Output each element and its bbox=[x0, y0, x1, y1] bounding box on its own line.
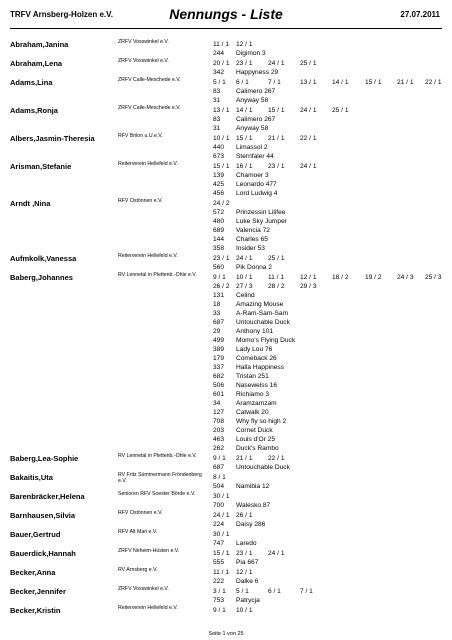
horse-number: 753 bbox=[213, 597, 225, 604]
participant-entry bbox=[0, 254, 452, 272]
horse-number: 682 bbox=[213, 373, 225, 380]
competition-entry: 24 / 1 bbox=[300, 163, 317, 170]
horse-number: 222 bbox=[213, 578, 225, 585]
horse-name: Untouchable Duck bbox=[236, 464, 290, 471]
horse-number: 708 bbox=[213, 418, 225, 425]
horse-number: 144 bbox=[213, 236, 225, 243]
horse-name: Celind bbox=[236, 292, 255, 299]
horse-name: Nasewelss 16 bbox=[236, 382, 278, 389]
result-row bbox=[0, 473, 452, 482]
competition-entry: 25 / 1 bbox=[300, 60, 317, 67]
horse-name: Sternfaler 44 bbox=[236, 153, 274, 160]
competition-entry: 23 / 1 bbox=[213, 255, 230, 262]
participant-name: Abraham,Lena bbox=[10, 59, 63, 68]
horse-number: 203 bbox=[213, 427, 225, 434]
competition-entry: 16 / 1 bbox=[236, 163, 253, 170]
competition-entry: 15 / 1 bbox=[213, 163, 230, 170]
competition-entry: 8 / 1 bbox=[213, 474, 226, 481]
horse-row bbox=[0, 520, 452, 529]
competition-entry: 13 / 1 bbox=[213, 107, 230, 114]
horse-name: Cornet Duck bbox=[236, 427, 273, 434]
horse-row bbox=[0, 115, 452, 124]
participant-name: Bauer,Gertrud bbox=[10, 530, 61, 539]
competition-entry: 3 / 1 bbox=[213, 588, 226, 595]
horse-name: Luke Sky Jumper bbox=[236, 218, 287, 225]
result-row bbox=[0, 199, 452, 208]
competition-entry: 22 / 1 bbox=[268, 455, 285, 462]
horse-name: Pik Donna 2 bbox=[236, 264, 272, 271]
competition-entry: 18 / 2 bbox=[332, 274, 349, 281]
horse-name: Laredo bbox=[236, 540, 257, 547]
horse-number: 560 bbox=[213, 264, 225, 271]
horse-name: Charles 65 bbox=[236, 236, 268, 243]
horse-number: 131 bbox=[213, 292, 225, 299]
horse-row bbox=[0, 372, 452, 381]
competition-entry: 25 / 3 bbox=[425, 274, 442, 281]
horse-name: Limassol 2 bbox=[236, 144, 268, 151]
horse-name: Prinzessin Lilifee bbox=[236, 209, 286, 216]
competition-entry: 22 / 1 bbox=[425, 79, 442, 86]
horse-row bbox=[0, 558, 452, 567]
participant-name: Bakaitis,Uta bbox=[10, 473, 53, 482]
horse-row bbox=[0, 226, 452, 235]
club-name: ZRFV Calle-Meschede e.V. bbox=[118, 77, 181, 83]
competition-entry: 27 / 3 bbox=[236, 283, 253, 290]
horse-row bbox=[0, 390, 452, 399]
competition-entry: 15 / 1 bbox=[213, 550, 230, 557]
participant-name: Arndt ,Nina bbox=[10, 199, 51, 208]
horse-number: 29 bbox=[213, 328, 221, 335]
competition-entry: 28 / 2 bbox=[268, 283, 285, 290]
horse-number: 555 bbox=[213, 559, 225, 566]
result-row bbox=[0, 282, 452, 291]
horse-name: Momo's Flying Duck bbox=[236, 337, 296, 344]
competition-entry: 23 / 1 bbox=[268, 163, 285, 170]
horse-number: 342 bbox=[213, 69, 225, 76]
participant-entry bbox=[0, 587, 452, 605]
horse-number: 504 bbox=[213, 483, 225, 490]
club-name: RV Arnsberg e.V. bbox=[118, 567, 158, 573]
horse-number: 179 bbox=[213, 355, 225, 362]
participant-name: Baberg,Johannes bbox=[10, 273, 73, 282]
competition-entry: 12 / 1 bbox=[300, 274, 317, 281]
horse-number: 31 bbox=[213, 125, 221, 132]
competition-entry: 9 / 1 bbox=[213, 607, 226, 614]
horse-row bbox=[0, 444, 452, 453]
horse-row bbox=[0, 435, 452, 444]
competition-entry: 24 / 1 bbox=[300, 107, 317, 114]
horse-number: 456 bbox=[213, 190, 225, 197]
horse-row bbox=[0, 235, 452, 244]
horse-row bbox=[0, 345, 452, 354]
club-name: ZRFV Vosswinkel e.V. bbox=[118, 58, 169, 64]
competition-entry: 25 / 1 bbox=[268, 255, 285, 262]
page-title: Nennungs - Liste bbox=[169, 6, 283, 22]
horse-row bbox=[0, 152, 452, 161]
horse-name: Halla Happiness bbox=[236, 364, 285, 371]
participant-entry bbox=[0, 134, 452, 161]
horse-row bbox=[0, 399, 452, 408]
horse-number: 224 bbox=[213, 521, 225, 528]
horse-number: 425 bbox=[213, 181, 225, 188]
club-name: ZRFV Neheim-Hüsten e.V. bbox=[118, 548, 180, 554]
horse-name: Anyway 58 bbox=[236, 125, 269, 132]
competition-entry: 30 / 1 bbox=[213, 531, 230, 538]
competition-entry: 14 / 1 bbox=[332, 79, 349, 86]
horse-number: 389 bbox=[213, 346, 225, 353]
club-name: RV Fritz Sümmermann Fröndenberg e.V. bbox=[118, 472, 202, 484]
horse-number: 440 bbox=[213, 144, 225, 151]
participant-entry bbox=[0, 106, 452, 133]
competition-entry: 10 / 1 bbox=[213, 135, 230, 142]
horse-name: Tristan 251 bbox=[236, 373, 269, 380]
club-name: ZRFV Vosswinkel e.V. bbox=[118, 586, 169, 592]
club-name: Senioren RFV Soester Börde e.V. bbox=[118, 491, 196, 497]
participant-name: Becker,Anna bbox=[10, 568, 56, 577]
club-name: RV Lennetal in Plettenb.-Ohle e.V. bbox=[118, 272, 197, 278]
horse-number: 337 bbox=[213, 364, 225, 371]
horse-row bbox=[0, 300, 452, 309]
result-row bbox=[0, 511, 452, 520]
competition-entry: 24 / 1 bbox=[236, 255, 253, 262]
horse-name: A-Ram-Sam-Sam bbox=[236, 310, 289, 317]
horse-number: 463 bbox=[213, 436, 225, 443]
horse-name: Amazing Mouse bbox=[236, 301, 284, 308]
competition-entry: 15 / 1 bbox=[236, 135, 253, 142]
horse-row bbox=[0, 408, 452, 417]
horse-row bbox=[0, 539, 452, 548]
horse-row bbox=[0, 291, 452, 300]
participant-entry bbox=[0, 59, 452, 77]
participant-name: Barnhausen,Silvia bbox=[10, 511, 76, 520]
horse-row bbox=[0, 180, 452, 189]
organization-name: TRFV Arnsberg-Holzen e.V. bbox=[10, 10, 113, 19]
horse-number: 358 bbox=[213, 245, 225, 252]
participant-entry bbox=[0, 549, 452, 567]
horse-name: Lady Lou 76 bbox=[236, 346, 273, 353]
participant-name: Bauerdick,Hannah bbox=[10, 549, 76, 558]
horse-number: 687 bbox=[213, 464, 225, 471]
competition-entry: 23 / 1 bbox=[236, 60, 253, 67]
horse-name: Valencia 72 bbox=[236, 227, 270, 234]
result-row bbox=[0, 492, 452, 501]
competition-entry: 9 / 1 bbox=[213, 455, 226, 462]
horse-name: Louis d'Or 25 bbox=[236, 436, 276, 443]
page-header bbox=[0, 0, 452, 34]
participant-entry bbox=[0, 568, 452, 586]
competition-entry: 25 / 1 bbox=[332, 107, 349, 114]
horse-name: Duck's Rambo bbox=[236, 445, 279, 452]
participant-name: Adams,Lina bbox=[10, 78, 53, 87]
horse-number: 747 bbox=[213, 540, 225, 547]
participant-name: Arisman,Stefanie bbox=[10, 162, 72, 171]
competition-entry: 26 / 2 bbox=[213, 283, 230, 290]
competition-entry: 15 / 1 bbox=[268, 107, 285, 114]
competition-entry: 9 / 1 bbox=[213, 274, 226, 281]
horse-row bbox=[0, 501, 452, 510]
horse-name: Daisy 286 bbox=[236, 521, 266, 528]
horse-name: Comeback 26 bbox=[236, 355, 277, 362]
club-name: RFV Ostönnen e.V. bbox=[118, 510, 163, 516]
participant-entry bbox=[0, 78, 452, 105]
horse-row bbox=[0, 363, 452, 372]
horse-name: Untouchable Duck bbox=[236, 319, 290, 326]
horse-row bbox=[0, 381, 452, 390]
competition-entry: 19 / 2 bbox=[365, 274, 382, 281]
horse-number: 33 bbox=[213, 310, 221, 317]
horse-name: Anthony 101 bbox=[236, 328, 274, 335]
competition-entry: 24 / 1 bbox=[268, 550, 285, 557]
horse-number: 480 bbox=[213, 218, 225, 225]
horse-number: 673 bbox=[213, 153, 225, 160]
result-row bbox=[0, 78, 452, 87]
participant-name: Becker,Jennifer bbox=[10, 587, 66, 596]
horse-name: Lord Ludwig 4 bbox=[236, 190, 278, 197]
horse-number: 689 bbox=[213, 227, 225, 234]
competition-entry: 23 / 1 bbox=[236, 550, 253, 557]
horse-name: Anyway 58 bbox=[236, 97, 269, 104]
result-row bbox=[0, 134, 452, 143]
participant-entry bbox=[0, 473, 452, 491]
horse-name: Calimero 267 bbox=[236, 116, 276, 123]
horse-name: Happyness 29 bbox=[236, 69, 279, 76]
horse-number: 262 bbox=[213, 445, 225, 452]
competition-entry: 29 / 3 bbox=[300, 283, 317, 290]
horse-number: 127 bbox=[213, 409, 225, 416]
header-divider bbox=[10, 28, 442, 29]
participant-entry bbox=[0, 492, 452, 510]
club-name: ZRFV Vosswinkel e.V. bbox=[118, 39, 169, 45]
club-name: Reiterverein Hellefeld e.V. bbox=[118, 605, 178, 611]
competition-entry: 24 / 2 bbox=[213, 200, 230, 207]
horse-row bbox=[0, 309, 452, 318]
competition-entry: 20 / 1 bbox=[213, 60, 230, 67]
horse-row bbox=[0, 208, 452, 217]
participant-entry bbox=[0, 511, 452, 529]
horse-number: 244 bbox=[213, 50, 225, 57]
competition-entry: 5 / 1 bbox=[213, 79, 226, 86]
horse-row bbox=[0, 463, 452, 472]
club-name: RFV Alt Mari e.V. bbox=[118, 529, 158, 535]
competition-entry: 13 / 1 bbox=[300, 79, 317, 86]
competition-entry: 5 / 1 bbox=[236, 588, 249, 595]
participant-name: Abraham,Janina bbox=[10, 40, 69, 49]
competition-entry: 6 / 1 bbox=[236, 79, 249, 86]
club-name: ZRFV Calle-Meschede e.V. bbox=[118, 105, 181, 111]
horse-row bbox=[0, 318, 452, 327]
participant-entry bbox=[0, 530, 452, 548]
horse-number: 499 bbox=[213, 337, 225, 344]
result-row bbox=[0, 549, 452, 558]
competition-entry: 24 / 1 bbox=[268, 60, 285, 67]
entry-list bbox=[0, 40, 452, 625]
participant-name: Adams,Ronja bbox=[10, 106, 58, 115]
competition-entry: 7 / 1 bbox=[300, 588, 313, 595]
horse-name: Namibia 12 bbox=[236, 483, 270, 490]
horse-row bbox=[0, 189, 452, 198]
horse-number: 83 bbox=[213, 88, 221, 95]
horse-row bbox=[0, 482, 452, 491]
horse-number: 18 bbox=[213, 301, 221, 308]
horse-name: Catwalk 20 bbox=[236, 409, 269, 416]
competition-entry: 11 / 1 bbox=[213, 41, 230, 48]
club-name: RFV Ostönnen e.V. bbox=[118, 198, 163, 204]
competition-entry: 12 / 1 bbox=[236, 569, 253, 576]
horse-number: 506 bbox=[213, 382, 225, 389]
horse-row bbox=[0, 171, 452, 180]
horse-row bbox=[0, 124, 452, 133]
horse-number: 34 bbox=[213, 400, 221, 407]
horse-name: Richiamo 3 bbox=[236, 391, 269, 398]
horse-row bbox=[0, 143, 452, 152]
horse-row bbox=[0, 426, 452, 435]
horse-name: Digimon 3 bbox=[236, 50, 266, 57]
result-row bbox=[0, 568, 452, 577]
competition-entry: 21 / 1 bbox=[236, 455, 253, 462]
result-row bbox=[0, 254, 452, 263]
horse-number: 83 bbox=[213, 116, 221, 123]
competition-entry: 11 / 1 bbox=[268, 274, 285, 281]
club-name: RV Lennetal in Plettenb.-Ohle e.V. bbox=[118, 453, 197, 459]
competition-entry: 12 / 1 bbox=[236, 41, 253, 48]
horse-number: 687 bbox=[213, 319, 225, 326]
competition-entry: 14 / 1 bbox=[236, 107, 253, 114]
competition-entry: 22 / 1 bbox=[300, 135, 317, 142]
horse-row bbox=[0, 96, 452, 105]
result-row bbox=[0, 162, 452, 171]
competition-entry: 26 / 1 bbox=[236, 512, 253, 519]
horse-row bbox=[0, 354, 452, 363]
club-name: Reiterverein Hellefeld e.V. bbox=[118, 253, 178, 259]
competition-entry: 21 / 1 bbox=[397, 79, 414, 86]
horse-row bbox=[0, 327, 452, 336]
horse-number: 700 bbox=[213, 502, 225, 509]
horse-row bbox=[0, 68, 452, 77]
horse-row bbox=[0, 49, 452, 58]
competition-entry: 30 / 1 bbox=[213, 493, 230, 500]
participant-entry bbox=[0, 199, 452, 253]
participant-entry bbox=[0, 454, 452, 472]
participant-entry bbox=[0, 162, 452, 198]
participant-name: Aufmkolk,Vanessa bbox=[10, 254, 77, 263]
horse-number: 572 bbox=[213, 209, 225, 216]
club-name: RFV Brilon u.U.e.V. bbox=[118, 133, 163, 139]
horse-name: Pia 667 bbox=[236, 559, 259, 566]
list-date: 27.07.2011 bbox=[400, 10, 440, 19]
page-footer: Seite 1 von 25 bbox=[208, 631, 244, 637]
competition-entry: 10 / 1 bbox=[236, 607, 253, 614]
participant-name: Baberg,Lea-Sophie bbox=[10, 454, 79, 463]
result-row bbox=[0, 587, 452, 596]
horse-number: 601 bbox=[213, 391, 225, 398]
horse-row bbox=[0, 577, 452, 586]
result-row bbox=[0, 454, 452, 463]
result-row bbox=[0, 273, 452, 282]
competition-entry: 10 / 1 bbox=[236, 274, 253, 281]
participant-name: Barenbräcker,Helena bbox=[10, 492, 85, 501]
competition-entry: 7 / 1 bbox=[268, 79, 281, 86]
horse-name: Calimero 267 bbox=[236, 88, 276, 95]
horse-row bbox=[0, 336, 452, 345]
competition-entry: 24 / 1 bbox=[213, 512, 230, 519]
horse-name: Patrycja bbox=[236, 597, 260, 604]
result-row bbox=[0, 59, 452, 68]
horse-name: Dalke 6 bbox=[236, 578, 259, 585]
result-row bbox=[0, 530, 452, 539]
competition-entry: 11 / 1 bbox=[213, 569, 230, 576]
horse-number: 139 bbox=[213, 172, 225, 179]
horse-name: Leonardo 477 bbox=[236, 181, 277, 188]
horse-number: 31 bbox=[213, 97, 221, 104]
horse-name: Chamoer 3 bbox=[236, 172, 269, 179]
result-row bbox=[0, 606, 452, 615]
club-name: Reiterverein Hellefeld e.V. bbox=[118, 161, 178, 167]
horse-row bbox=[0, 217, 452, 226]
participant-name: Albers,Jasmin-Theresia bbox=[10, 134, 95, 143]
horse-name: Insider 53 bbox=[236, 245, 265, 252]
horse-name: Why fly so high 2 bbox=[236, 418, 287, 425]
horse-row bbox=[0, 244, 452, 253]
horse-row bbox=[0, 596, 452, 605]
horse-row bbox=[0, 417, 452, 426]
competition-entry: 6 / 1 bbox=[268, 588, 281, 595]
participant-entry bbox=[0, 606, 452, 620]
competition-entry: 21 / 1 bbox=[268, 135, 285, 142]
competition-entry: 24 / 3 bbox=[397, 274, 414, 281]
result-row bbox=[0, 40, 452, 49]
participant-entry bbox=[0, 40, 452, 58]
horse-name: Walesko 87 bbox=[236, 502, 271, 509]
horse-row bbox=[0, 263, 452, 272]
competition-entry: 15 / 1 bbox=[365, 79, 382, 86]
participant-entry bbox=[0, 273, 452, 453]
result-row bbox=[0, 106, 452, 115]
horse-row bbox=[0, 87, 452, 96]
horse-name: Aramzamzam bbox=[236, 400, 277, 407]
participant-name: Becker,Kristin bbox=[10, 606, 61, 615]
